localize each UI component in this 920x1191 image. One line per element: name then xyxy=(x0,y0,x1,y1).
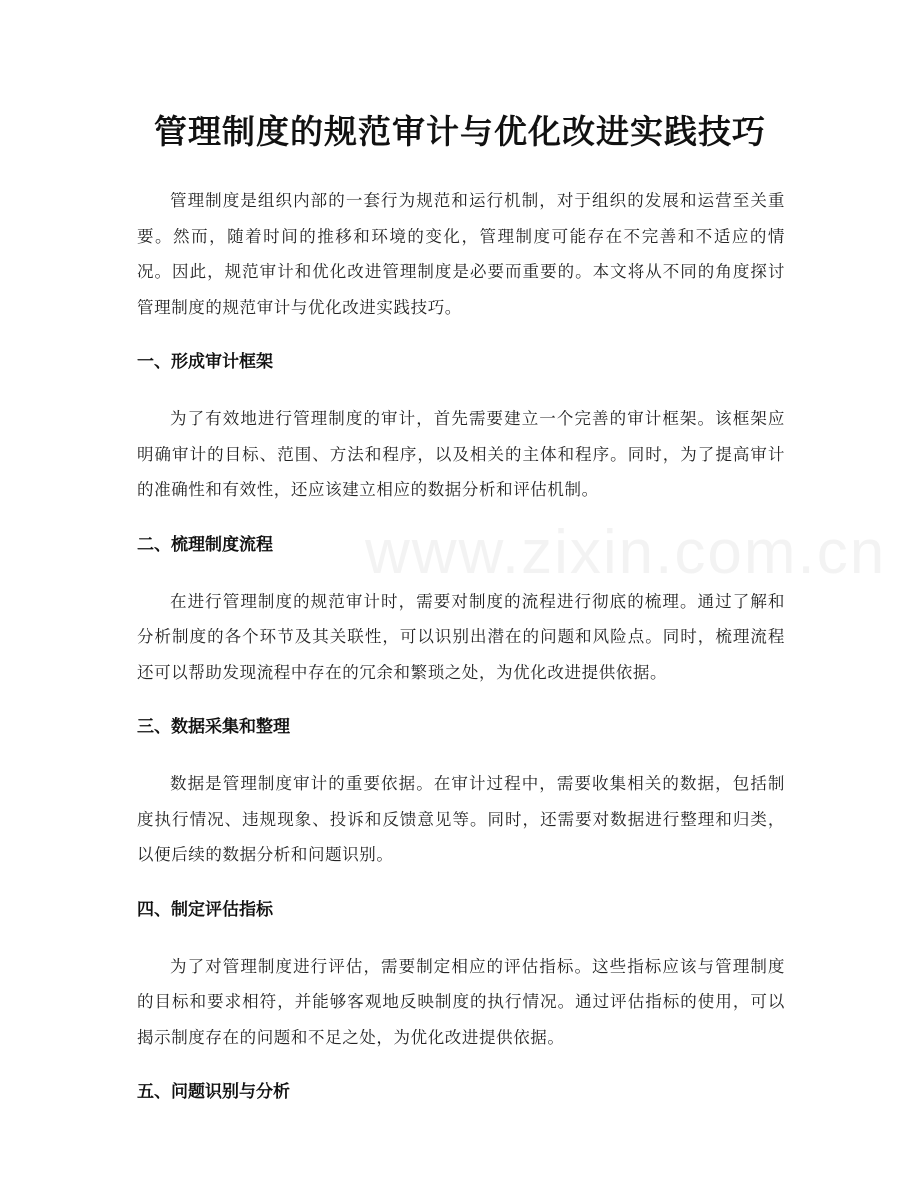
section-5 xyxy=(137,1077,785,1107)
section-paragraph: 为了有效地进行管理制度的审计，首先需要建立一个完善的审计框架。该框架应明确审计的目标、范围、方法和程序，以及相关的主体和程序。同时，为了提高审计的准确性和有效性，还应该建立相应的数据分析和评估机制。 xyxy=(137,409,785,499)
section-3 xyxy=(137,712,785,895)
section-paragraph: 在进行管理制度的规范审计时，需要对制度的流程进行彻底的梳理。通过了解和分析制度的各个环节及其关联性，可以识别出潜在的问题和风险点。同时，梳理流程还可以帮助发现流程中存在的冗余和繁琐之处，为优化改进提供依据。 xyxy=(137,591,785,682)
intro-paragraph: 管理制度是组织内部的一套行为规范和运行机制，对于组织的发展和运营至关重要。然而，随着时间的推移和环境的变化，管理制度可能存在不完善和不适应的情况。因此，规范审计和优化改进管理制度是必要而重要的。本文将从不同的角度探讨管理制度的规范审计与优化改进实践技巧。 xyxy=(137,191,785,317)
document-body xyxy=(137,183,785,1107)
section-heading: 二、梳理制度流程 xyxy=(137,534,273,555)
page-title: 管理制度的规范审计与优化改进实践技巧 xyxy=(154,112,766,151)
section-1 xyxy=(137,347,785,530)
section-paragraph: 为了对管理制度进行评估，需要制定相应的评估指标。这些指标应该与管理制度的目标和要求相符，并能够客观地反映制度的执行情况。通过评估指标的使用，可以揭示制度存在的问题和不足之处，为优化改进提供依据。 xyxy=(137,956,785,1047)
section-paragraph: 数据是管理制度审计的重要依据。在审计过程中，需要收集相关的数据，包括制度执行情况、违规现象、投诉和反馈意见等。同时，还需要对数据进行整理和归类，以便后续的数据分析和问题识别。 xyxy=(137,774,785,864)
section-2 xyxy=(137,530,785,713)
section-4 xyxy=(137,895,785,1078)
watermark-text: www.zixin.com.cn xyxy=(365,518,887,587)
section-heading: 三、数据采集和整理 xyxy=(137,717,290,737)
section-heading: 五、问题识别与分析 xyxy=(137,1082,290,1102)
section-heading: 四、制定评估指标 xyxy=(137,899,273,920)
section-heading: 一、形成审计框架 xyxy=(137,352,273,372)
